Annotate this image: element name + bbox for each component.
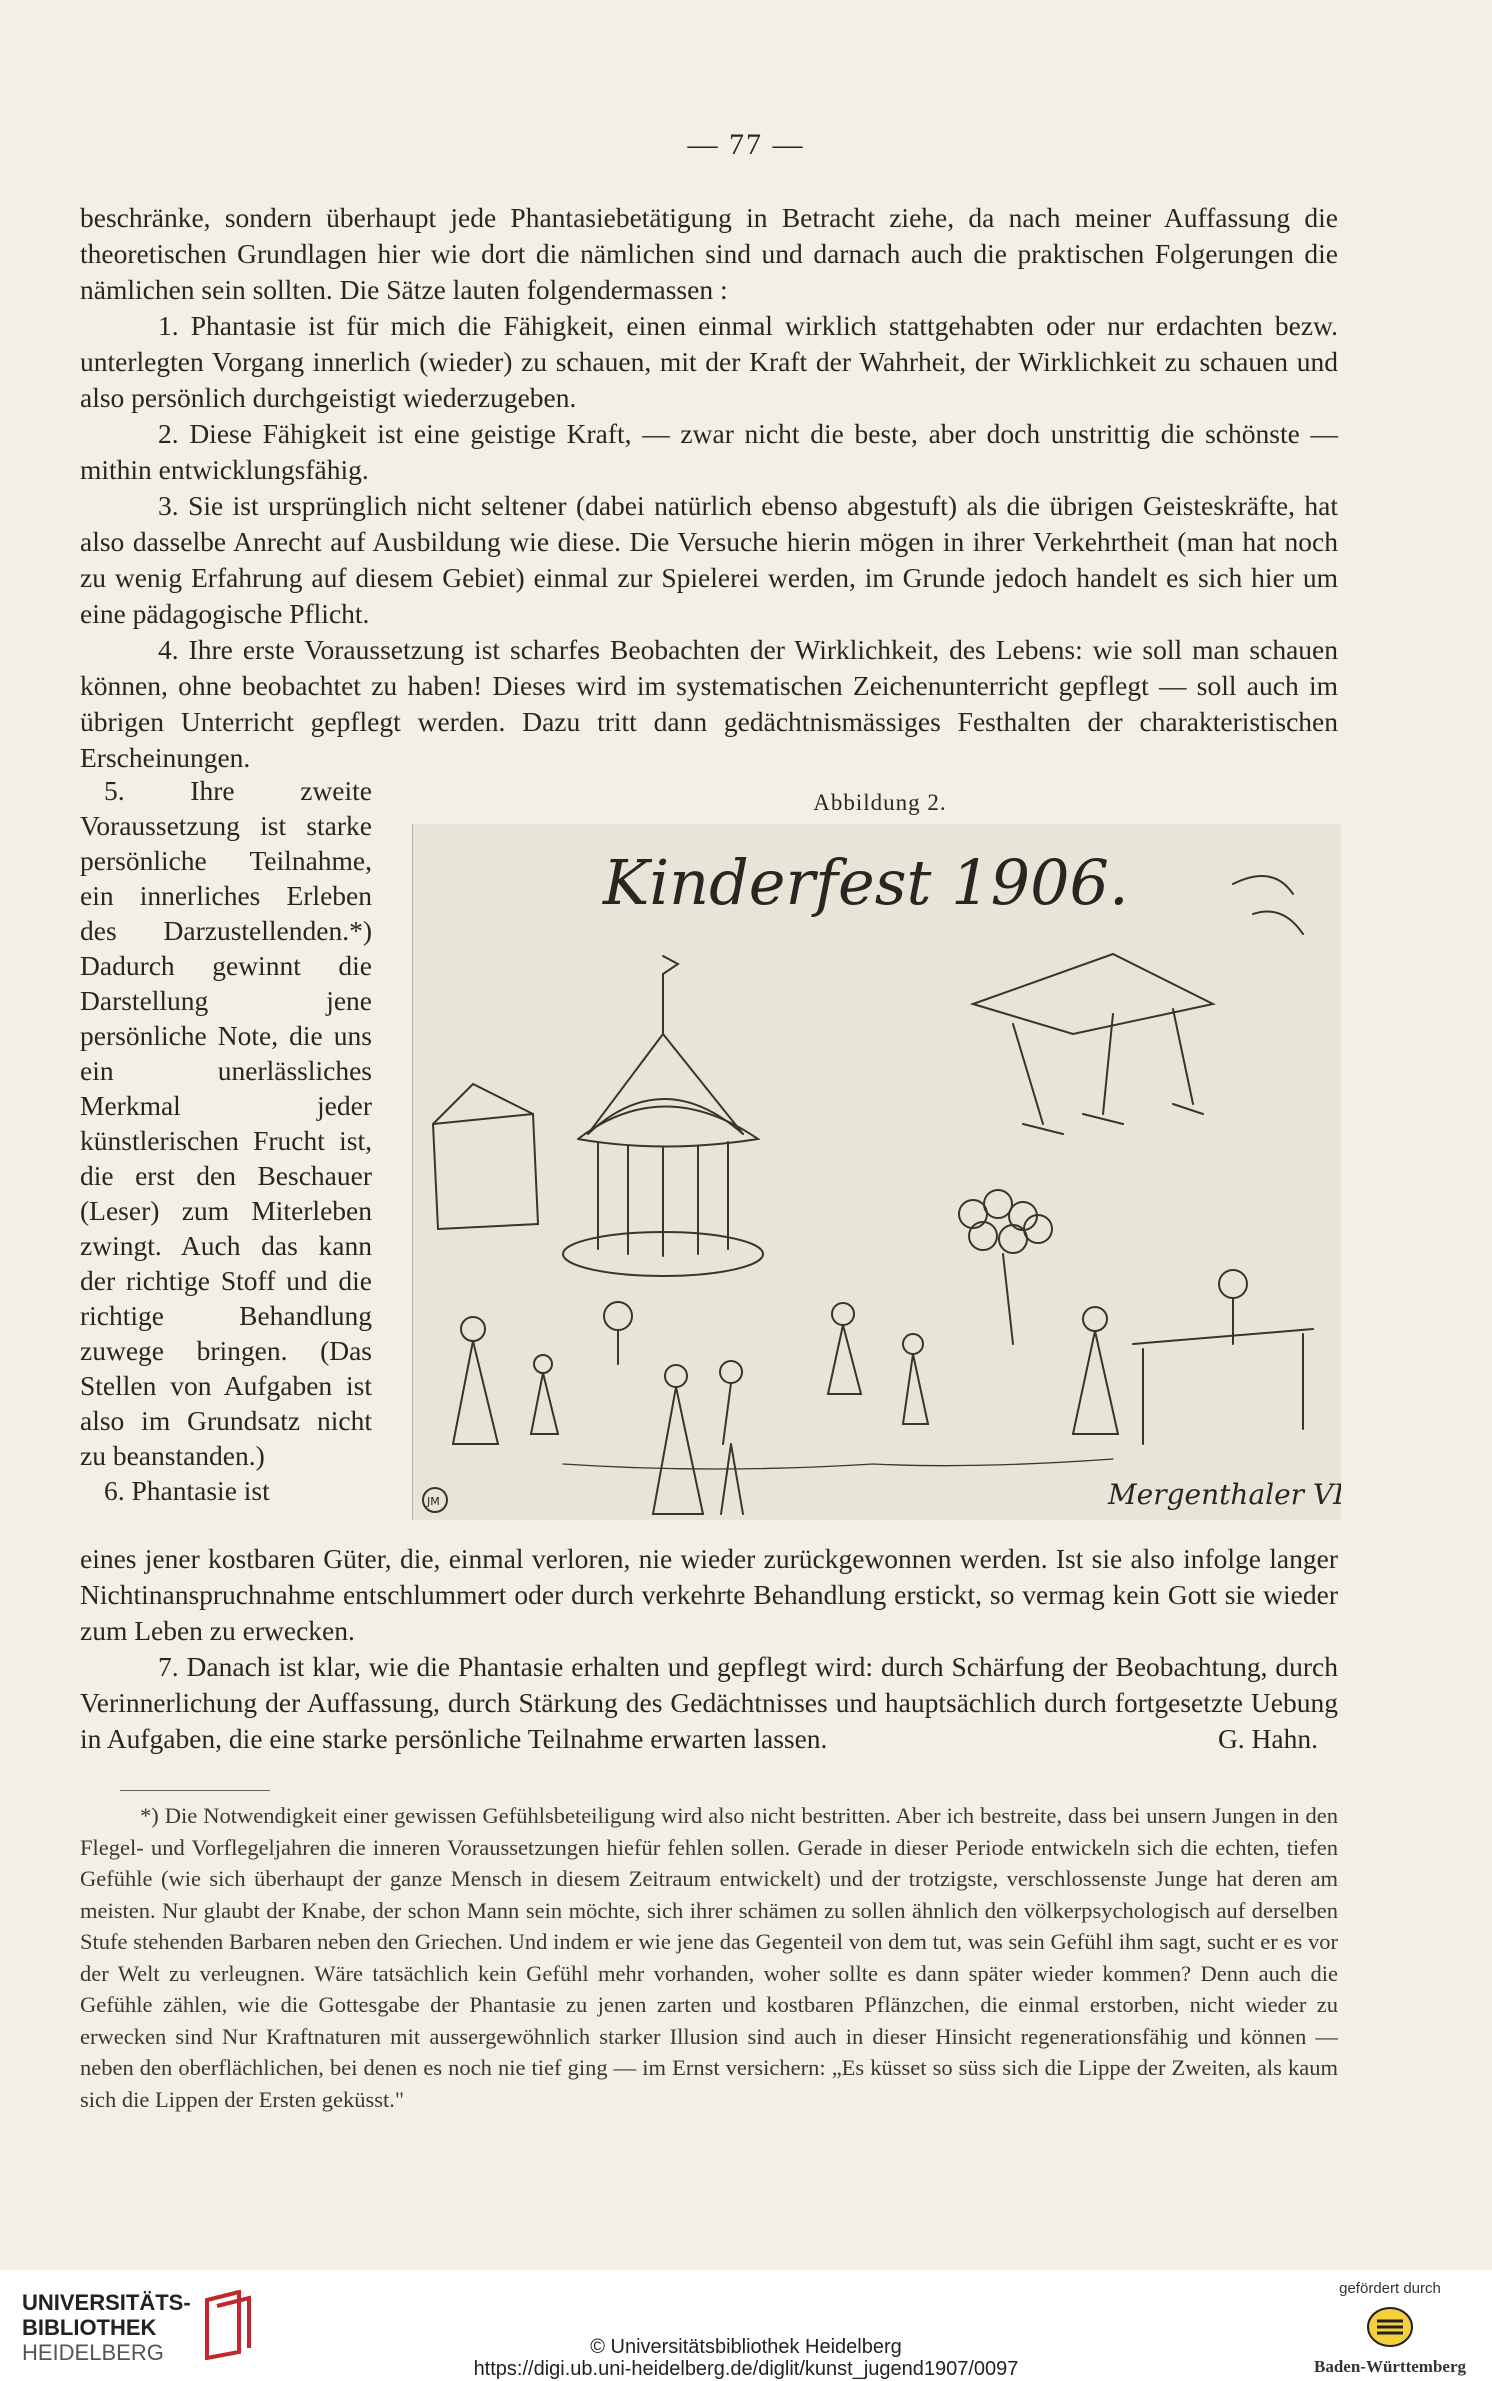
float-column-last-line: 6. Phantasie ist bbox=[104, 1475, 270, 1506]
funder-name: Baden-Württemberg bbox=[1313, 2357, 1467, 2376]
footnote-text: *) Die Notwendigkeit einer gewissen Gefühlsbeteiligung wird also nicht bestritten. Aber ich bestreite, dass bei unsern Jungen in den Flegel- und Vorflegeljahren die inneren Voraussetzungen hiefür fehlen sollen. Gerade in dieser Periode entwickeln sich die echten, tiefen Gefühle (wie sich überhaupt der ganze Mensch in diesem Zeitraum entwickelt) und der trotzigste, verschlossenste Junge hat deren am meisten. Nur glaubt der Knabe, der schon Mann sein möchte, sich ihrer schämen zu sollen ähnlich den völkerpsychologisch auf derselben Stufe stehenden Barbaren neben den Griechen. Und indem er wie jene das Gegenteil von dem tut, was sein Gefühl ihm sagt, sucht er es vor der Welt zu verleugnen. Wäre tatsächlich kein Gefühl mehr vorhanden, woher sollte es dann später wieder kommen? Denn auch die Gefühle zählen, wie die Gottesgabe der Phantasie zu jenen zarten und kostbaren Pflänzchen, die einmal erstorben, nicht wieder zu erwecken sind Nur Kraftnaturen mit aussergewöhnlich starker Illusion sind auch in dieser Hinsicht regenerationsfähig und können — neben den oberflächlichen, bei denen es noch nie tief ging — im Ernst versichern: „Es küsset so süss sich die Lippe der Zweiten, als kaum sich die Lippen der Ersten geküsst." bbox=[80, 1803, 1338, 2112]
footnote bbox=[80, 1800, 1338, 2115]
library-line-1: UNIVERSITÄTS- bbox=[22, 2290, 191, 2315]
figure-caption: Abbildung 2. bbox=[813, 790, 947, 815]
drawing-monogram: JM bbox=[427, 1495, 440, 1508]
copyright-text: © Universitätsbibliothek Heidelberg bbox=[590, 2336, 902, 2358]
float-column-paragraph: 5. Ihre zweite Voraussetzung ist starke persönliche Teilnahme, ein innerliches Erleben des Darzustellenden.*) Dadurch gewinnt die Darstellung jene persönliche Note, die uns ein unerlässliches Merkmal jeder künstlerischen Frucht ist, die erst den Beschauer (Leser) zum Miterleben zwingt. Auch das kann der richtige Stoff und die richtige Behandlung zuwege bringen. (Das Stellen von Aufgaben ist also im Grundsatz nicht zu beanstanden.) bbox=[80, 775, 372, 1471]
library-line-3: HEIDELBERG bbox=[22, 2340, 164, 2365]
drawing-signature: Mergenthaler VI bbox=[1108, 1478, 1341, 1511]
library-line-2: BIBLIOTHEK bbox=[22, 2315, 157, 2340]
paragraph: 2. Diese Fähigkeit ist eine geistige Kraft, — zwar nicht die beste, aber doch unstrittig die schönste — mithin entwicklungsfähig. bbox=[80, 418, 1338, 485]
paragraph: beschränke, sondern überhaupt jede Phantasiebetätigung in Betracht ziehe, da nach meiner Auffassung die theoretischen Grundlagen hier wie dort die nämlichen sind und darnach auch die praktischen Folgerungen die nämlichen sein sollten. Die Sätze lauten folgendermassen : bbox=[80, 202, 1338, 305]
paragraph: eines jener kostbaren Güter, die, einmal verloren, nie wieder zurückgewonnen werden. Ist sie also infolge langer Nichtinanspruchnahme entschlummert oder durch verkehrte Behandlung erstickt, so vermag kein Gott sie wieder zum Leben zu erwecken. bbox=[80, 1543, 1338, 1646]
paragraph: 3. Sie ist ursprünglich nicht seltener (dabei natürlich ebenso abgestuft) als die übrigen Geisteskräfte, hat also dasselbe Anrecht auf Ausbildung wie diese. Die Versuche hierin mögen in ihrer Verkehrtheit (man hat noch zu wenig Erfahrung auf diesem Gebiet) einmal zur Spielerei werden, im Grunde jedoch handelt es sich hier um eine pädagogische Pflicht. bbox=[80, 490, 1338, 629]
float-column-text bbox=[80, 773, 372, 1508]
coat-of-arms-icon bbox=[1365, 2305, 1415, 2349]
author-signature: G. Hahn. bbox=[1217, 1723, 1318, 1754]
footnote-rule bbox=[120, 1790, 270, 1791]
upper-text-block bbox=[80, 200, 1338, 776]
page-number: — 77 — bbox=[687, 128, 805, 161]
source-url[interactable]: https://digi.ub.uni-heidelberg.de/diglit/kunst_jugend1907/0097 bbox=[473, 2358, 1019, 2380]
paragraph: 4. Ihre erste Voraussetzung ist scharfes Beobachten der Wirklichkeit, des Lebens: wie soll man schauen können, ohne beobachtet zu haben! Dieses wird im systematischen Zeichenunterricht gepflegt — soll auch im übrigen Unterricht gepflegt werden. Dazu tritt dann gedächtnismässiges Festhalten der charakteristischen Erscheinungen. bbox=[80, 634, 1338, 773]
copyright-block bbox=[0, 2336, 1492, 2380]
drawing-title: Kinderfest 1906. bbox=[603, 846, 1129, 919]
kinderfest-sketch bbox=[413, 824, 1341, 1520]
lower-text-block bbox=[80, 1541, 1338, 1757]
funder-block bbox=[1300, 2280, 1480, 2377]
paragraph: 1. Phantasie ist für mich die Fähigkeit, einen einmal wirklich stattgehabten oder nur erdachten bezw. unterlegten Vorgang innerlich (wieder) zu schauen, mit der Kraft der Wahrheit, der Wirklichkeit zu schauen und also persönlich durchgeistigt wiederzugeben. bbox=[80, 310, 1338, 413]
figure-drawing bbox=[412, 824, 1341, 1520]
paragraph: 7. Danach ist klar, wie die Phantasie erhalten und gepflegt wird: durch Schärfung der Beobachtung, durch Verinnerlichung der Auffassung, durch Stärkung des Gedächtnisses und hauptsächlich durch fortgesetzte Uebung in Aufgaben, die eine starke persönliche Teilnahme erwarten lassen. bbox=[80, 1651, 1338, 1754]
funded-by-label: gefördert durch bbox=[1339, 2280, 1441, 2297]
